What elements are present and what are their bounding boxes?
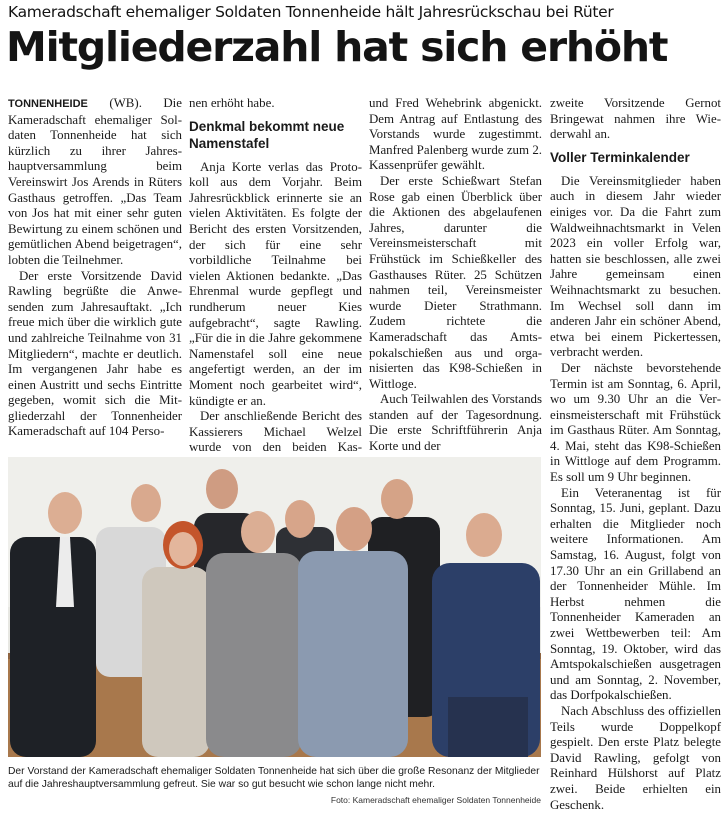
article-paragraph: Die Vereinsmitglieder haben auch in diesem Jahr wieder einiges vor. Da die Fahrt zum Waldweihnachtsmarkt in Velen 2023 ein voller Erfolg war, hatten sie beschlossen, alle zwei Jahre gemeinsam einen Weihnachtsmarkt zu besuchen. Im Wechsel soll dann im anderen Jahr ein schöner Abend, etwa bei einem Pickertessen, verbracht werden.	[550, 173, 721, 360]
article-paragraph	[8, 96, 182, 269]
article-paragraph: Auch Teilwahlen des Vorstands standen auf der Tagesordnung. Die erste Schriftführerin Anja Korte und der	[369, 392, 542, 454]
article-dateline: TONNENHEIDE	[8, 98, 88, 110]
article-column-3	[369, 96, 542, 455]
group-photo	[8, 457, 541, 757]
article-kicker: Kameradschaft ehemaliger Soldaten Tonnenheide hält Jahresrückschau bei Rüter	[8, 3, 614, 21]
article-paragraph: Der erste Vorsitzende David Rawling begrüßte die Anwesenden zum Jahresauftakt. „Ich freue mich über die wirklich gute und zahlreiche Teilnahme von 31 Mitgliedern“, machte er deutlich. Im vergangenen Jahr habe es einen Austritt und sechs Eintritte gegeben, womit sich die Mitgliederzahl der Tonnenheider Kameradschaft auf 104 Perso-	[8, 268, 182, 439]
article-column-1	[8, 96, 182, 440]
article-paragraph: Der erste Schießwart Stefan Rose gab einen Überblick über die Aktionen des abgelaufenen Jahres, darunter die Vereinsmeisterschaft mit Frühstück im Schießkeller des Gasthauses Rüter. 25 Schützen nahmen teil, Vereinsmeister wurde Dieter Strathmann. Zudem richtete die Kameradschaft das Amtspokalschießen aus und organisierten das K98-Schießen in Wittloge.	[369, 173, 542, 391]
article-paragraph: Der nächste bevorstehende Termin ist am Sonntag, 6. April, wo um 9.30 Uhr an die Vereinsmeisterschaft mit Frühstück im Gasthaus Rüter. Am Sonntag, 4. Mai, steht das K98-Schießen in Wittloge auf dem Programm. Es soll um 9 Uhr beginnen.	[550, 360, 721, 485]
article-paragraph: Anja Korte verlas das Protokoll aus dem Vorjahr. Beim Jahresrückblick erinnerte sie an vielen Aktivitäten. Es folgte der Bericht des ersten Vorsitzenden, der sich für eine sehr vorbildliche Teilnahme bei vielen Aktionen bedankte. „Das Ehrenmal wurde gepflegt und rundherum neuer Kies aufgebracht“, sagte Rawling. „Für die in die Jahre gekommene Namenstafel soll eine neue angefertigt werden, an der im Moment noch gearbeitet wird“, kündigte er an.	[189, 159, 362, 408]
photo-credit: Foto: Kameradschaft ehemaliger Soldaten Tonnenheide	[330, 795, 541, 805]
article-paragraph: Nach Abschluss des offiziellen Teils wurde Doppelkopf gespielt. Den erste Platz belegte David Rawling, gefolgt von Reinhard Hülshorst auf Platz zwei. Beide erhielten ein Geschenk.	[550, 703, 721, 812]
article-headline: Mitgliederzahl hat sich erhöht	[6, 23, 668, 71]
article-paragraph: und Fred Wehebrink abgenickt. Dem Antrag auf Entlastung des Vorstands wurde zugestimmt. Manfred Palenberg wurde zum 2. Kassenprüfer gewählt.	[369, 96, 542, 173]
group-photo-illustration	[8, 457, 541, 757]
article-paragraph: Ein Veteranentag ist für Sonntag, 15. Juni, geplant. Dazu erhalten die Mitglieder noch weitere Informationen. Am Samstag, 16. August, folgt von 17.30 Uhr an ein Grillabend an der Tonnenheider Mühle. Im Herbst nehmen die Tonnenheider Kameraden an zwei Wettbewerben teil: Am Sonntag, 19. Oktober, wird das Amtspokalschießen ausgetragen und am Sonntag, 2. November, das Dorfpokalschießen.	[550, 485, 721, 703]
article-paragraph: zweite Vorsitzende Gernot Bringewat nahmen ihre Wiederwahl an.	[550, 96, 721, 142]
paragraph-text: (WB). Die Kameradschaft ehemaliger Soldaten Tonnenheide hat sich kürzlich zu ihrer Jahreshauptversammlung beim Vereinswirt Jos Arends in Rüters Gasthaus getroffen. „Das Team von Jos hat mit einer sehr guten Bewirtung zu einem schönen und gemütlichen Abend beigetragen“, lobten die Teilnehmer.	[8, 96, 182, 267]
article-column-4	[550, 96, 721, 813]
article-column-2	[189, 96, 362, 471]
subheading: Denkmal bekommt neue Namenstafel	[189, 118, 345, 151]
article-paragraph: nen erhöht habe.	[189, 96, 275, 110]
article-paragraph: Der anschließende Bericht des Kassierers Michael Welzel wurde von den beiden Kas	[189, 409, 362, 455]
subheading: Voller Terminkalender	[550, 149, 690, 165]
photo-caption: Der Vorstand der Kameradschaft ehemaliger Soldaten Tonnenheide hat sich über die große Resonanz der Mitglieder auf die Jahreshauptversammlung gefreut. Sie war so gut besucht wie schon lange nicht mehr.	[8, 766, 540, 790]
